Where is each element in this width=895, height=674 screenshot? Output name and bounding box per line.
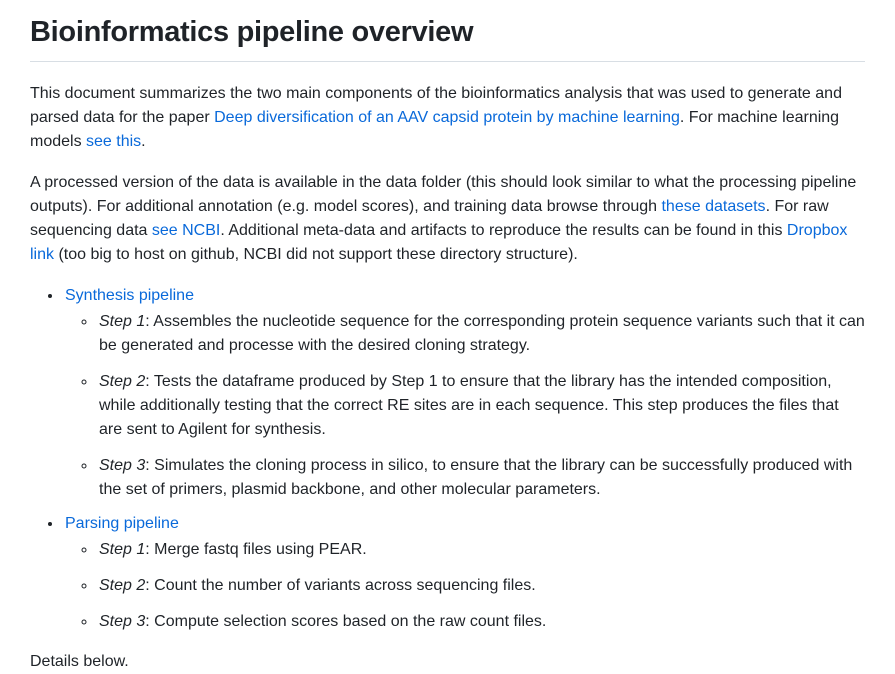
synthesis-pipeline-link[interactable]: Synthesis pipeline	[65, 287, 194, 304]
data-paragraph	[30, 171, 865, 267]
step-label: Step 2	[99, 373, 146, 390]
data-text-4: (too big to host on github, NCBI did not support these directory structure).	[54, 246, 578, 263]
step-text: : Merge fastq files using PEAR.	[145, 541, 367, 558]
parsing-step-3	[97, 610, 865, 634]
intro-text-1: This document summarizes the two main components of the bioinformatics analysis that was used to generate and parsed data for the paper	[30, 85, 842, 126]
synthesis-step-3	[97, 454, 865, 502]
step-label: Step 2	[99, 577, 146, 594]
intro-text-2: . For machine learning models	[30, 109, 840, 150]
step-text: : Compute selection scores based on the raw count files.	[145, 613, 547, 630]
datasets-link[interactable]: these datasets	[661, 198, 766, 215]
step-label: Step 3	[99, 457, 146, 474]
step-label: Step 1	[99, 541, 146, 558]
pipeline-list	[30, 284, 865, 634]
ncbi-link[interactable]: see NCBI	[151, 222, 221, 239]
step-text: : Assembles the nucleotide sequence for the corresponding protein sequence variants such that it can be generated and processe with the desired cloning strategy.	[99, 313, 865, 354]
step-label: Step 1	[99, 313, 146, 330]
parsing-steps-list	[65, 538, 865, 634]
data-text-1: A processed version of the data is available in the data folder (this should look similar to what the processing pipeline outputs). For additional annotation (e.g. model scores), and training data browse through	[30, 174, 857, 215]
page-title: Bioinformatics pipeline overview	[30, 16, 474, 48]
parsing-step-2	[97, 574, 865, 598]
dropbox-link[interactable]: Dropbox link	[30, 222, 848, 263]
synthesis-step-2	[97, 370, 865, 442]
synthesis-steps-list	[65, 310, 865, 502]
paper-link[interactable]: Deep diversification of an AAV capsid protein by machine learning	[214, 109, 680, 126]
data-text-2: . For raw sequencing data	[30, 198, 829, 239]
see-this-link[interactable]: see this	[86, 133, 142, 150]
title-divider	[30, 61, 865, 62]
data-text-3: . Additional meta-data and artifacts to reproduce the results can be found in this	[220, 222, 787, 239]
list-item-parsing-pipeline	[63, 512, 865, 634]
step-text: : Count the number of variants across sequencing files.	[145, 577, 536, 594]
step-label: Step 3	[99, 613, 146, 630]
parsing-pipeline-link[interactable]: Parsing pipeline	[65, 515, 179, 532]
intro-text-3: .	[141, 133, 146, 150]
synthesis-step-1	[97, 310, 865, 358]
list-item-synthesis-pipeline	[63, 284, 865, 502]
parsing-step-1	[97, 538, 865, 562]
details-below-text: Details below.	[30, 653, 129, 670]
step-text: : Tests the dataframe produced by Step 1 to ensure that the library has the intended composition, while additionally testing that the correct RE sites are in each sequence. This step produces the files that are sent to Agilent for synthesis.	[99, 373, 839, 438]
step-text: : Simulates the cloning process in silico, to ensure that the library can be successfully produced with the set of primers, plasmid backbone, and other molecular parameters.	[99, 457, 853, 498]
intro-paragraph	[30, 82, 865, 154]
